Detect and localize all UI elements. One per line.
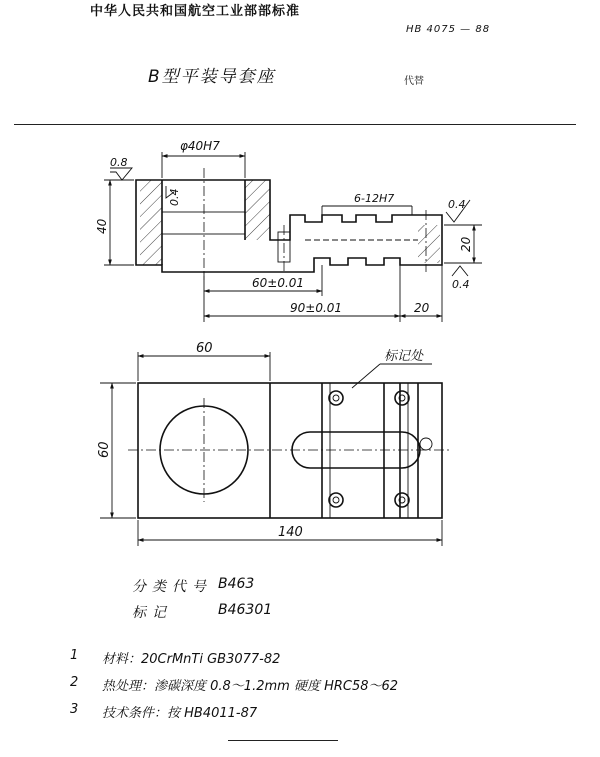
code-row [132, 602, 272, 622]
right-height-dimension: 20 [459, 236, 473, 252]
standard-number: HB 4075 — 88 [406, 24, 491, 35]
note-number: 3 [70, 702, 79, 717]
footer-rule [228, 740, 338, 741]
dimension-60: 60±0.01 [252, 276, 305, 290]
note-number: 2 [70, 675, 79, 690]
code-value: B463 [218, 576, 255, 592]
roughness-symbol [110, 168, 132, 180]
screw-hole-inner [333, 395, 339, 401]
replaces-label: 代替 [404, 76, 424, 87]
right-wall-hatch [245, 180, 270, 240]
organization-header: 中华人民共和国航空工业部部标准 [90, 4, 301, 19]
plan-height-dimension: 60 [97, 441, 112, 458]
height-dimension: 40 [95, 218, 109, 234]
plan-width-dimension: 60 [196, 341, 213, 356]
screw-hole [395, 391, 409, 405]
screw-hole [329, 493, 343, 507]
screw-hole [395, 493, 409, 507]
roughness-left: 0.8 [110, 156, 128, 169]
plan-length-dimension: 140 [278, 525, 303, 540]
note-item [70, 648, 398, 667]
end-hatch [418, 225, 440, 263]
screw-hole-inner [333, 497, 339, 503]
bore-groove [162, 212, 245, 234]
screw-hole [329, 391, 343, 405]
screw-hole [420, 438, 432, 450]
section-view [95, 139, 482, 322]
code-label: 分类代号 [132, 579, 212, 595]
code-value: B46301 [218, 602, 273, 618]
note-text: 技术条件：按 HB4011-87 [102, 706, 258, 721]
section-outline [136, 180, 442, 272]
roughness-bore: 0.4 [168, 188, 181, 206]
code-row [132, 576, 272, 596]
note-text: 材料：20CrMnTi GB3077-82 [102, 652, 281, 667]
holes-dimension: 6-12H7 [354, 192, 395, 205]
roughness-right-top: 0.4 [448, 198, 466, 211]
note-item [70, 675, 398, 694]
left-wall-hatch [140, 180, 162, 265]
roughness-right-bottom: 0.4 [452, 278, 470, 291]
note-item [70, 702, 398, 721]
roughness-symbol [452, 266, 468, 276]
marking-label: 标记处 [384, 349, 424, 364]
bore-dimension: φ40H7 [180, 139, 220, 153]
dimension-90: 90±0.01 [290, 301, 343, 315]
leader-line [352, 364, 380, 388]
code-label: 标记 [132, 605, 172, 621]
dimension-20: 20 [414, 301, 430, 315]
code-block [132, 576, 272, 628]
document-title: B型平装导套座 [148, 67, 276, 87]
note-number: 1 [70, 648, 79, 663]
plan-view [97, 341, 452, 546]
technical-notes [70, 648, 398, 729]
note-text: 热处理：渗碳深度 0.8～1.2mm 硬度 HRC58～62 [102, 679, 399, 694]
